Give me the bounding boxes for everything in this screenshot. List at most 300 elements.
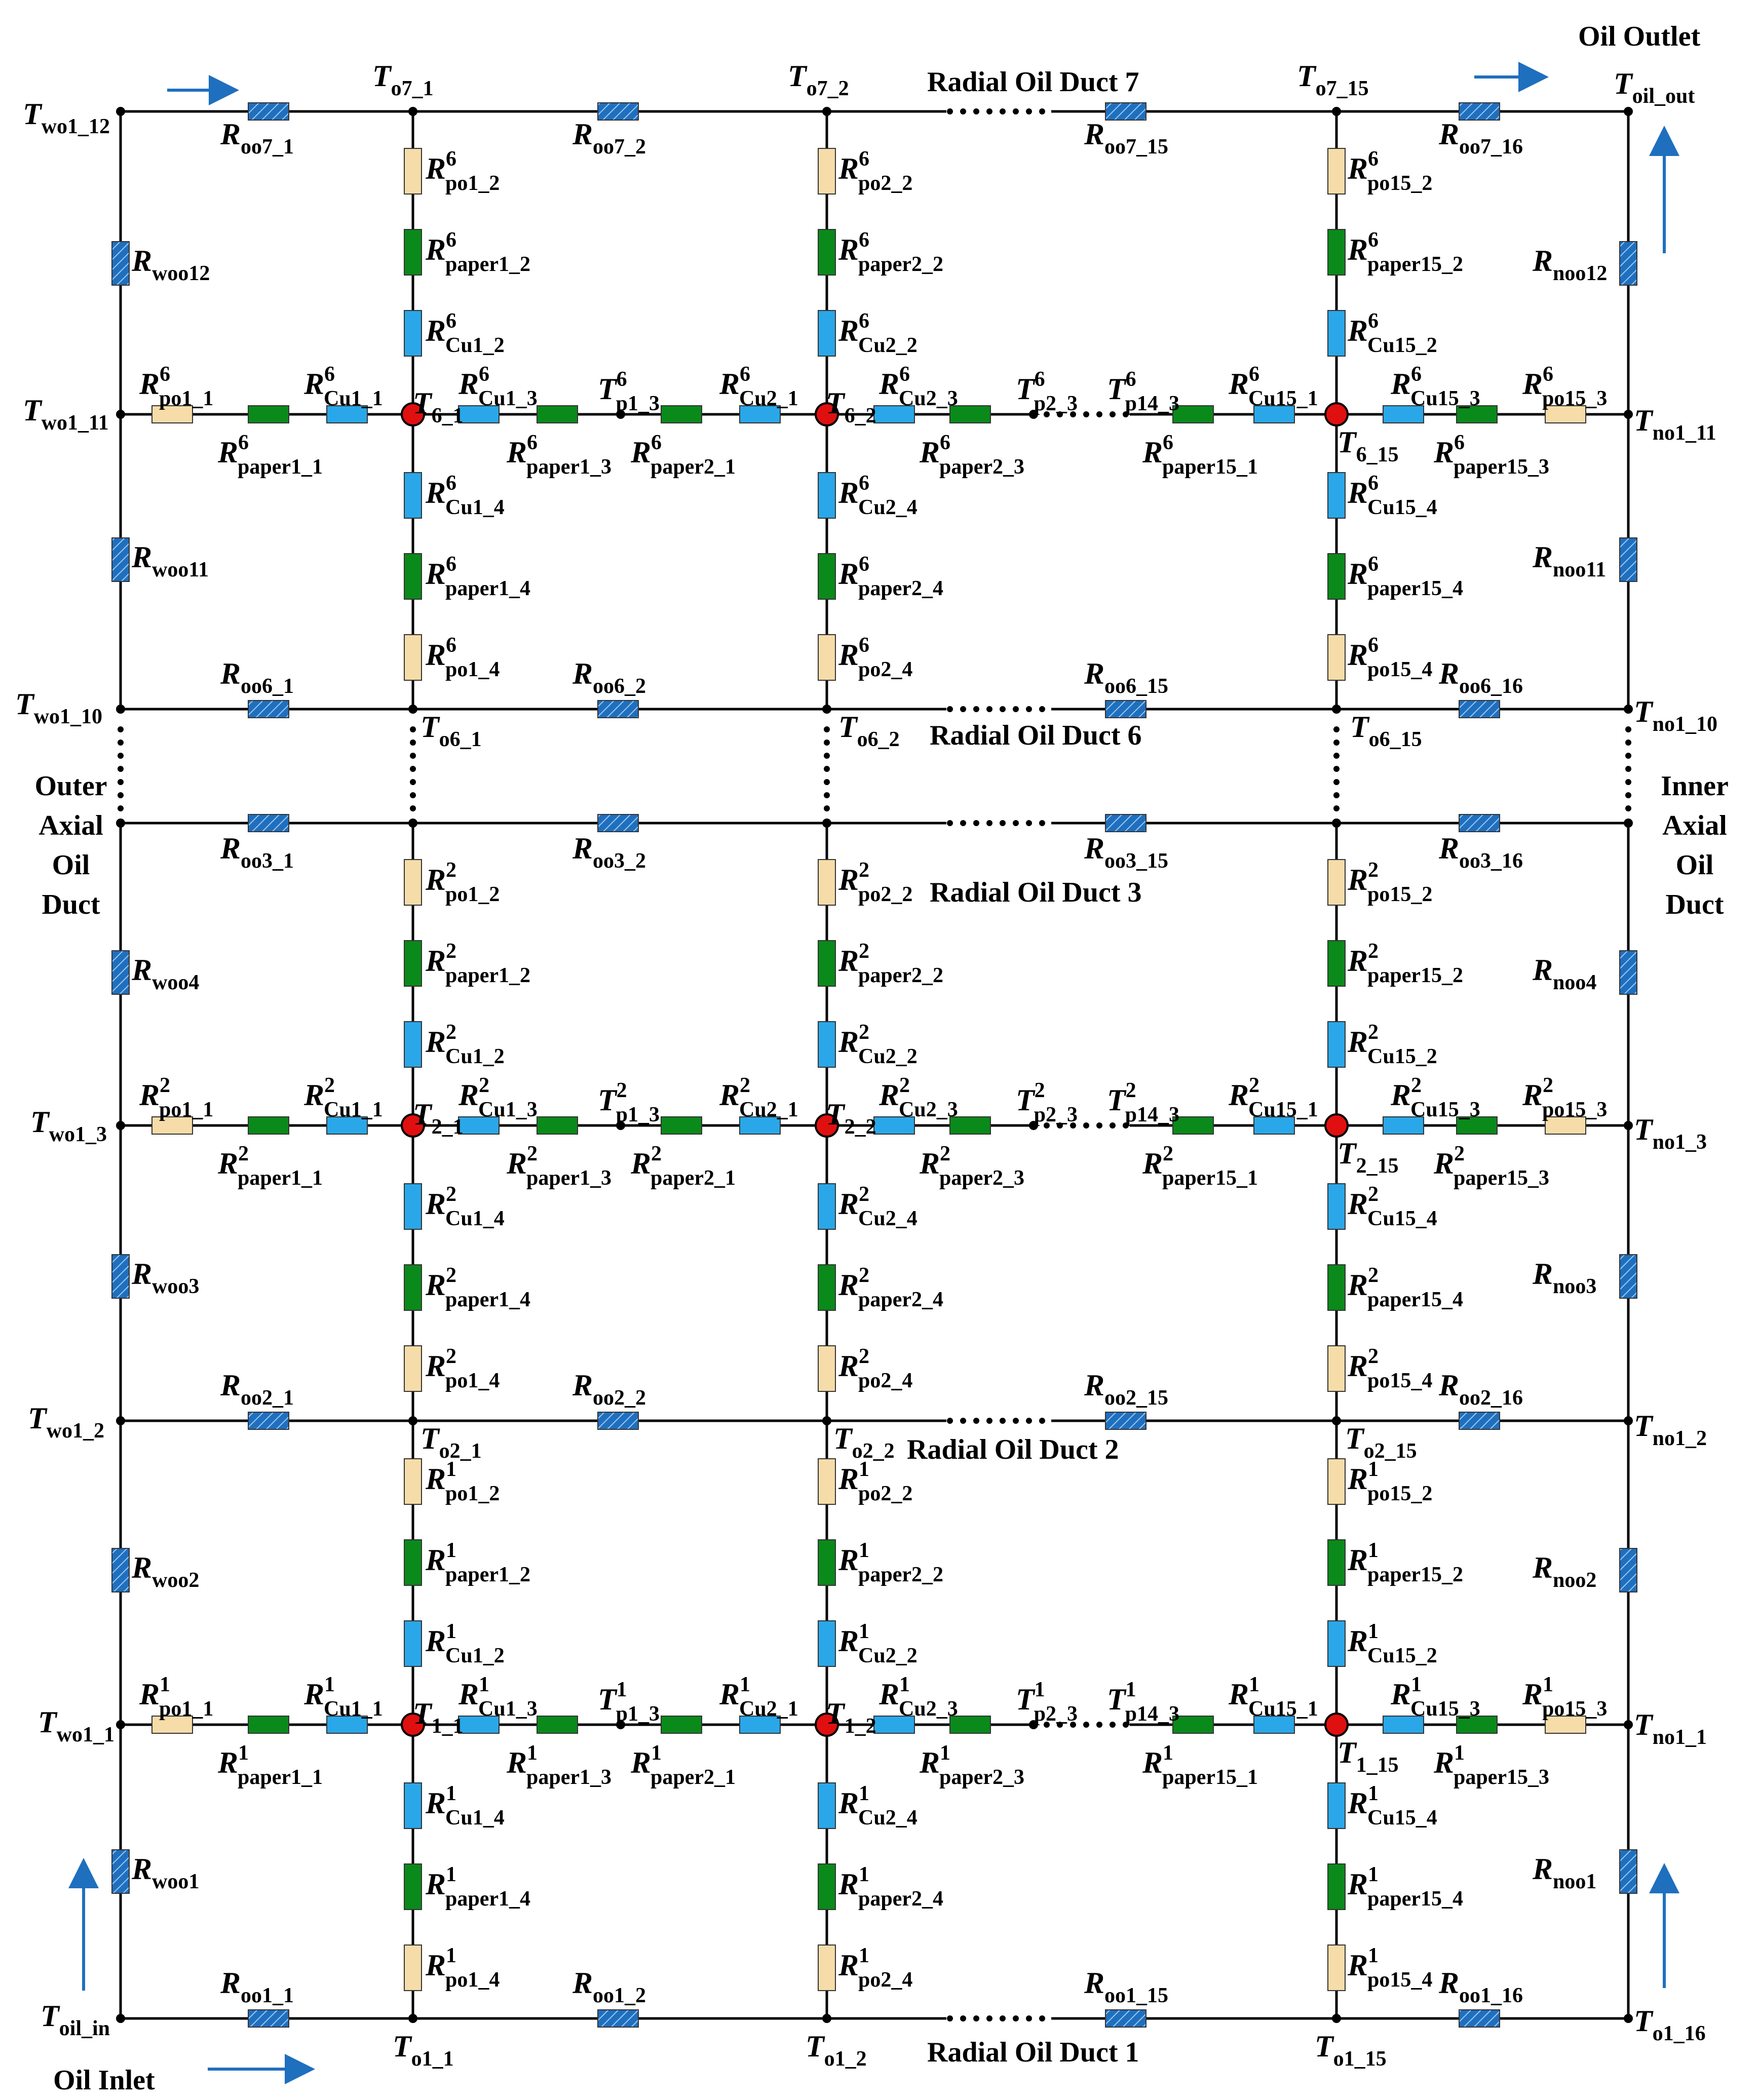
node-label-t1-15: $T_{1\_15}$ bbox=[1337, 1736, 1399, 1777]
resistor-t2-col0-1 bbox=[404, 941, 422, 986]
resistor-t6-col1-1 bbox=[818, 229, 835, 275]
resistor-t1-col1-0 bbox=[818, 1459, 835, 1504]
label-1-paper1_4: $R^1$ paper1_4 bbox=[426, 1863, 531, 1911]
resistor-t2-h4 bbox=[537, 1117, 578, 1134]
inner-axial-duct-label-1: Axial bbox=[1662, 810, 1727, 841]
junction-t2-0 bbox=[116, 1121, 125, 1130]
outer-axial-duct-label-1: Axial bbox=[39, 810, 103, 841]
node-label-t2-15: $T_{2\_15}$ bbox=[1337, 1137, 1399, 1178]
oil-inlet-title: Oil Inlet bbox=[53, 2065, 155, 2096]
resistor-noo3 bbox=[1620, 1255, 1637, 1298]
label-6-Cu2_2: $R^6$ Cu2_2 bbox=[838, 309, 918, 357]
resistor-t2-col1-4 bbox=[818, 1265, 835, 1310]
resistor-t6-col0-3 bbox=[404, 473, 422, 518]
node-label-o1-15: $T_{o1\_15}$ bbox=[1315, 2030, 1387, 2071]
resistor-t2-col0-5 bbox=[404, 1346, 422, 1391]
inner-axial-duct-label-3: Duct bbox=[1665, 889, 1724, 920]
junction-o3-0 bbox=[116, 819, 125, 828]
node-label-wo1-3: $T_{wo1\_3}$ bbox=[30, 1105, 107, 1146]
label-2-po1_2: $R^2$ po1_2 bbox=[426, 859, 500, 906]
label-oo3_2: $R_{oo3\_2}$ bbox=[572, 832, 646, 873]
label-oo7_1: $R_{oo7\_1}$ bbox=[220, 118, 294, 159]
label-1-paper15_2: $R^1$ paper15_2 bbox=[1348, 1539, 1464, 1586]
label-2-Cu1_4: $R^2$ Cu1_4 bbox=[426, 1183, 505, 1230]
resistor-t6-col1-5 bbox=[818, 635, 835, 680]
resistor-oo2_2 bbox=[598, 1412, 638, 1429]
label-oo2_15: $R_{oo2\_15}$ bbox=[1084, 1369, 1169, 1410]
label-6-Cu2_1: $R^6$ Cu2_1 bbox=[719, 363, 798, 410]
label-2-po2_4: $R^2$ po2_4 bbox=[838, 1345, 913, 1392]
label-6-paper15_1: $R^6$ paper15_1 bbox=[1142, 431, 1258, 479]
resistor-oo6_1 bbox=[248, 701, 289, 718]
label-oo2_1: $R_{oo2\_1}$ bbox=[220, 1369, 294, 1410]
resistor-noo4 bbox=[1620, 951, 1637, 994]
label-6-paper2_1: $R^6$ paper2_1 bbox=[631, 431, 736, 479]
node-label-wo1-10: $T_{wo1\_10}$ bbox=[15, 687, 102, 728]
label-1-Cu15_1: $R^1$ Cu15_1 bbox=[1229, 1673, 1318, 1721]
label-6-Cu15_3: $R^6$ Cu15_3 bbox=[1391, 363, 1480, 410]
label-1-Cu15_4: $R^1$ Cu15_4 bbox=[1348, 1782, 1437, 1830]
resistor-noo2 bbox=[1620, 1548, 1637, 1592]
junction-o7-0 bbox=[116, 107, 125, 116]
junction-o6-1 bbox=[408, 705, 417, 714]
resistor-oo7_2 bbox=[598, 103, 638, 120]
junction-o7-4 bbox=[1624, 107, 1633, 116]
label-6-paper1_2: $R^6$ paper1_2 bbox=[426, 228, 531, 276]
label-2-Cu1_2: $R^2$ Cu1_2 bbox=[426, 1021, 505, 1068]
node-label-t6-1: $T_{6\_1}$ bbox=[413, 386, 464, 427]
label-6-Cu15_4: $R^6$ Cu15_4 bbox=[1348, 472, 1437, 519]
label-1-Cu1_3: $R^1$ Cu1_3 bbox=[458, 1673, 538, 1721]
label-6-Cu2_4: $R^6$ Cu2_4 bbox=[838, 472, 918, 519]
resistor-t2-col2-5 bbox=[1328, 1346, 1345, 1391]
node-label-o6-2: $T_{o6\_2}$ bbox=[838, 710, 900, 751]
resistor-oo7_16 bbox=[1459, 103, 1500, 120]
node-label-wo1-12: $T_{wo1\_12}$ bbox=[23, 97, 110, 138]
node-label-o7-2: $T_{o7\_2}$ bbox=[788, 59, 849, 100]
resistor-oo1_16 bbox=[1459, 2010, 1500, 2027]
label-oo3_1: $R_{oo3\_1}$ bbox=[220, 832, 294, 873]
label-2-po1_1: $R^2$ po1_1 bbox=[139, 1074, 214, 1121]
resistor-t2-h5 bbox=[661, 1117, 702, 1134]
resistor-t1-col0-2 bbox=[404, 1621, 422, 1666]
outer-axial-duct-label-2: Oil bbox=[52, 849, 90, 881]
label-6-Cu1_4: $R^6$ Cu1_4 bbox=[426, 472, 505, 519]
label-1-paper2_2: $R^1$ paper2_2 bbox=[838, 1539, 944, 1586]
label-1-paper15_3: $R^1$ paper15_3 bbox=[1434, 1741, 1550, 1789]
resistor-t1-col2-0 bbox=[1328, 1459, 1345, 1504]
label-6-po2_2: $R^6$ po2_2 bbox=[838, 147, 913, 195]
labels bbox=[15, 21, 1729, 2096]
node-label-t1-1: $T_{1\_1}$ bbox=[413, 1697, 464, 1738]
label-6-Cu1_2: $R^6$ Cu1_2 bbox=[426, 309, 505, 357]
label-2-paper15_4: $R^2$ paper15_4 bbox=[1348, 1264, 1464, 1311]
label-oo6_1: $R_{oo6\_1}$ bbox=[220, 657, 294, 698]
label-2-paper2_2: $R^2$ paper2_2 bbox=[838, 940, 944, 987]
junction-o2-1 bbox=[408, 1416, 417, 1425]
hot-node-t6-15 bbox=[1325, 403, 1348, 425]
resistor-t6-col2-5 bbox=[1328, 635, 1345, 680]
junction-o7-3 bbox=[1332, 107, 1341, 116]
junction-t6-0 bbox=[116, 410, 125, 419]
label-oo6_2: $R_{oo6\_2}$ bbox=[572, 657, 646, 698]
label-1-po1_1: $R^1$ po1_1 bbox=[139, 1673, 214, 1721]
resistor-t6-h4 bbox=[537, 406, 578, 423]
resistor-t1-col2-1 bbox=[1328, 1540, 1345, 1585]
label-1-Cu1_4: $R^1$ Cu1_4 bbox=[426, 1782, 505, 1830]
junction-t1-0 bbox=[116, 1720, 125, 1729]
node-label-o2-15: $T_{o2\_15}$ bbox=[1345, 1422, 1417, 1463]
node-label-o2-1: $T_{o2\_1}$ bbox=[421, 1422, 482, 1463]
label-1-Cu2_4: $R^1$ Cu2_4 bbox=[838, 1782, 918, 1830]
label-6-Cu15_2: $R^6$ Cu15_2 bbox=[1348, 309, 1437, 357]
resistor-t6-col2-4 bbox=[1328, 554, 1345, 599]
label-1-po15_3: $R^1$ po15_3 bbox=[1522, 1673, 1608, 1721]
label-noo11: $R_{noo11}$ bbox=[1533, 540, 1607, 581]
node-label-o6-1: $T_{o6\_1}$ bbox=[421, 710, 482, 751]
node-label-o2-2: $T_{o2\_2}$ bbox=[833, 1422, 895, 1463]
label-1-paper2_3: $R^1$ paper2_3 bbox=[920, 1741, 1025, 1789]
node-label-o1-16: $T_{o1\_16}$ bbox=[1634, 2004, 1706, 2045]
node-label-o1-1: $T_{o1\_1}$ bbox=[393, 2030, 454, 2071]
label-1-paper1_1: $R^1$ paper1_1 bbox=[218, 1741, 323, 1789]
resistor-t2-col0-2 bbox=[404, 1022, 422, 1067]
label-2-paper1_1: $R^2$ paper1_1 bbox=[218, 1142, 323, 1190]
label-6-Cu1_1: $R^6$ Cu1_1 bbox=[304, 363, 383, 410]
node-label-oil-in: $T_{oil\_in}$ bbox=[41, 1999, 110, 2040]
label-2-Cu1_3: $R^2$ Cu1_3 bbox=[458, 1074, 538, 1121]
inner-axial-duct-label-2: Oil bbox=[1675, 849, 1714, 881]
resistor-oo1_2 bbox=[598, 2010, 638, 2027]
label-1-paper2_1: $R^1$ paper2_1 bbox=[631, 1741, 736, 1789]
label-oo1_16: $R_{oo1\_16}$ bbox=[1439, 1966, 1523, 2007]
label-6-paper2_2: $R^6$ paper2_2 bbox=[838, 228, 944, 276]
label-woo2: $R_{woo2}$ bbox=[132, 1551, 200, 1592]
radial-duct-1-label: Radial Oil Duct 1 bbox=[927, 2037, 1139, 2068]
resistor-oo3_15 bbox=[1105, 814, 1146, 832]
resistor-t1-col0-3 bbox=[404, 1783, 422, 1829]
node-label-t2-p2-3: $T^2$ p2_3 bbox=[1016, 1079, 1078, 1126]
resistor-t6-col0-2 bbox=[404, 310, 422, 356]
label-noo4: $R_{noo4}$ bbox=[1533, 953, 1597, 994]
label-2-po1_4: $R^2$ po1_4 bbox=[426, 1345, 500, 1392]
label-6-po15_4: $R^6$ po15_4 bbox=[1348, 634, 1433, 681]
resistor-woo3 bbox=[112, 1255, 129, 1298]
label-6-paper15_4: $R^6$ paper15_4 bbox=[1348, 553, 1464, 600]
resistor-oo2_15 bbox=[1105, 1412, 1146, 1429]
resistor-t6-col0-1 bbox=[404, 229, 422, 275]
label-oo1_15: $R_{oo1\_15}$ bbox=[1084, 1966, 1169, 2007]
node-label-no1-3: $T_{no1\_3}$ bbox=[1634, 1113, 1707, 1154]
resistor-t1-col1-4 bbox=[818, 1864, 835, 1910]
label-1-Cu1_1: $R^1$ Cu1_1 bbox=[304, 1673, 383, 1721]
label-6-Cu1_3: $R^6$ Cu1_3 bbox=[458, 363, 538, 410]
junction-o3-4 bbox=[1624, 819, 1633, 828]
junction-o3-3 bbox=[1332, 819, 1341, 828]
junction-o1-1 bbox=[408, 2014, 417, 2023]
label-oo7_15: $R_{oo7\_15}$ bbox=[1084, 118, 1169, 159]
resistor-t6-col0-0 bbox=[404, 148, 422, 194]
node-label-oil-out: $T_{oil\_out}$ bbox=[1614, 67, 1695, 108]
label-oo3_16: $R_{oo3\_16}$ bbox=[1439, 832, 1523, 873]
node-label-t2-2: $T_{2\_2}$ bbox=[826, 1098, 876, 1139]
label-2-Cu15_2: $R^2$ Cu15_2 bbox=[1348, 1021, 1437, 1068]
label-2-Cu2_3: $R^2$ Cu2_3 bbox=[879, 1074, 958, 1121]
label-2-Cu2_2: $R^2$ Cu2_2 bbox=[838, 1021, 918, 1068]
label-noo12: $R_{noo12}$ bbox=[1533, 244, 1608, 285]
label-2-paper15_1: $R^2$ paper15_1 bbox=[1142, 1142, 1258, 1190]
junction-t6-3 bbox=[1624, 410, 1633, 419]
label-6-paper1_1: $R^6$ paper1_1 bbox=[218, 431, 323, 479]
label-6-paper15_3: $R^6$ paper15_3 bbox=[1434, 431, 1550, 479]
label-noo3: $R_{noo3}$ bbox=[1533, 1257, 1597, 1298]
label-6-po1_4: $R^6$ po1_4 bbox=[426, 634, 500, 681]
resistor-t1-col1-2 bbox=[818, 1621, 835, 1666]
resistor-oo1_15 bbox=[1105, 2010, 1146, 2027]
label-1-Cu15_2: $R^1$ Cu15_2 bbox=[1348, 1620, 1437, 1667]
resistor-t2-col2-1 bbox=[1328, 941, 1345, 986]
node-label-no1-11: $T_{no1\_11}$ bbox=[1634, 404, 1716, 445]
node-label-no1-2: $T_{no1\_2}$ bbox=[1634, 1409, 1707, 1450]
resistor-t6-col2-3 bbox=[1328, 473, 1345, 518]
label-2-Cu15_1: $R^2$ Cu15_1 bbox=[1229, 1074, 1318, 1121]
label-2-paper2_4: $R^2$ paper2_4 bbox=[838, 1264, 944, 1311]
resistor-oo6_15 bbox=[1105, 701, 1146, 718]
junction-o2-2 bbox=[822, 1416, 831, 1425]
node-label-t1-2: $T_{1\_2}$ bbox=[826, 1697, 876, 1738]
label-1-Cu2_1: $R^1$ Cu2_1 bbox=[719, 1673, 798, 1721]
junction-o3-2 bbox=[822, 819, 831, 828]
resistor-t6-col0-4 bbox=[404, 554, 422, 599]
resistor-t1-h1 bbox=[248, 1716, 289, 1733]
label-2-paper1_3: $R^2$ paper1_3 bbox=[507, 1142, 612, 1190]
label-oo7_2: $R_{oo7\_2}$ bbox=[572, 118, 646, 159]
label-oo6_16: $R_{oo6\_16}$ bbox=[1439, 657, 1523, 698]
label-1-paper15_1: $R^1$ paper15_1 bbox=[1142, 1741, 1258, 1789]
junction-o6-3 bbox=[1332, 705, 1341, 714]
label-2-paper1_4: $R^2$ paper1_4 bbox=[426, 1264, 531, 1311]
label-2-Cu1_1: $R^2$ Cu1_1 bbox=[304, 1074, 383, 1121]
junction-o6-0 bbox=[116, 705, 125, 714]
label-6-po1_1: $R^6$ po1_1 bbox=[139, 363, 214, 410]
resistor-t1-col2-5 bbox=[1328, 1945, 1345, 1991]
radial-duct-7-label: Radial Oil Duct 7 bbox=[927, 66, 1139, 98]
junction-o2-3 bbox=[1332, 1416, 1341, 1425]
resistor-noo12 bbox=[1620, 242, 1637, 285]
resistor-t6-col1-4 bbox=[818, 554, 835, 599]
junction-o3-1 bbox=[408, 819, 417, 828]
label-woo12: $R_{woo12}$ bbox=[132, 244, 210, 285]
resistor-oo3_1 bbox=[248, 814, 289, 832]
label-oo3_15: $R_{oo3\_15}$ bbox=[1084, 832, 1169, 873]
resistor-t6-h1 bbox=[248, 406, 289, 423]
label-oo6_15: $R_{oo6\_15}$ bbox=[1084, 657, 1169, 698]
label-2-paper1_2: $R^2$ paper1_2 bbox=[426, 940, 531, 987]
node-label-o1-2: $T_{o1\_2}$ bbox=[806, 2030, 867, 2071]
label-6-paper2_3: $R^6$ paper2_3 bbox=[920, 431, 1025, 479]
resistor-t1-h5 bbox=[661, 1716, 702, 1733]
node-label-wo1-1: $T_{wo1\_1}$ bbox=[38, 1705, 114, 1746]
label-1-po2_2: $R^1$ po2_2 bbox=[838, 1458, 913, 1505]
junction-o2-0 bbox=[116, 1416, 125, 1425]
node-label-t1-p14-3: $T^1$ p14_3 bbox=[1107, 1678, 1180, 1726]
resistor-t1-col2-2 bbox=[1328, 1621, 1345, 1666]
junction-o2-4 bbox=[1624, 1416, 1633, 1425]
node-label-t2-1: $T_{2\_1}$ bbox=[413, 1098, 464, 1139]
junction-o6-4 bbox=[1624, 705, 1633, 714]
outer-axial-duct-label-3: Duct bbox=[42, 889, 100, 920]
label-2-paper15_3: $R^2$ paper15_3 bbox=[1434, 1142, 1550, 1190]
radial-duct-3-label: Radial Oil Duct 3 bbox=[930, 877, 1142, 908]
junction-t2-3 bbox=[1624, 1121, 1633, 1130]
resistor-t1-h4 bbox=[537, 1716, 578, 1733]
label-1-Cu2_3: $R^1$ Cu2_3 bbox=[879, 1673, 958, 1721]
label-oo1_2: $R_{oo1\_2}$ bbox=[572, 1966, 646, 2007]
junction-t1-3 bbox=[1624, 1720, 1633, 1729]
hot-node-t2-15 bbox=[1325, 1114, 1348, 1137]
resistor-t1-col0-4 bbox=[404, 1864, 422, 1910]
resistor-t2-col2-0 bbox=[1328, 860, 1345, 905]
label-1-Cu1_2: $R^1$ Cu1_2 bbox=[426, 1620, 505, 1667]
label-noo1: $R_{noo1}$ bbox=[1533, 1852, 1597, 1893]
resistor-noo11 bbox=[1620, 538, 1637, 581]
resistor-t2-col2-2 bbox=[1328, 1022, 1345, 1067]
resistor-oo3_16 bbox=[1459, 814, 1500, 832]
label-2-paper2_1: $R^2$ paper2_1 bbox=[631, 1142, 736, 1190]
label-1-Cu2_2: $R^1$ Cu2_2 bbox=[838, 1620, 918, 1667]
resistor-t6-col2-1 bbox=[1328, 229, 1345, 275]
node-label-o6-15: $T_{o6\_15}$ bbox=[1350, 710, 1422, 751]
node-label-wo1-2: $T_{wo1\_2}$ bbox=[28, 1402, 104, 1443]
hot-node-t1-15 bbox=[1325, 1714, 1348, 1736]
label-1-po1_2: $R^1$ po1_2 bbox=[426, 1458, 500, 1505]
label-2-paper2_3: $R^2$ paper2_3 bbox=[920, 1142, 1025, 1190]
label-woo11: $R_{woo11}$ bbox=[132, 540, 209, 581]
label-1-paper2_4: $R^1$ paper2_4 bbox=[838, 1863, 944, 1911]
resistor-woo1 bbox=[112, 1850, 129, 1893]
label-1-po2_4: $R^1$ po2_4 bbox=[838, 1944, 913, 1992]
resistor-t2-col1-0 bbox=[818, 860, 835, 905]
node-label-t2-p14-3: $T^2$ p14_3 bbox=[1107, 1079, 1180, 1126]
resistor-oo7_1 bbox=[248, 103, 289, 120]
label-1-Cu15_3: $R^1$ Cu15_3 bbox=[1391, 1673, 1480, 1721]
label-oo1_1: $R_{oo1\_1}$ bbox=[220, 1966, 294, 2007]
junction-o1-0 bbox=[116, 2014, 125, 2023]
junction-o1-2 bbox=[822, 2014, 831, 2023]
inner-axial-duct-label-0: Inner bbox=[1661, 770, 1729, 802]
node-label-o7-15: $T_{o7\_15}$ bbox=[1297, 59, 1369, 100]
resistor-t2-col0-3 bbox=[404, 1184, 422, 1229]
label-2-Cu15_4: $R^2$ Cu15_4 bbox=[1348, 1183, 1437, 1230]
resistor-t2-col1-1 bbox=[818, 941, 835, 986]
resistor-t1-col2-4 bbox=[1328, 1864, 1345, 1910]
resistor-t6-col1-3 bbox=[818, 473, 835, 518]
label-2-Cu2_1: $R^2$ Cu2_1 bbox=[719, 1074, 798, 1121]
label-1-po15_4: $R^1$ po15_4 bbox=[1348, 1944, 1433, 1992]
resistor-t1-col2-3 bbox=[1328, 1783, 1345, 1829]
label-1-paper1_3: $R^1$ paper1_3 bbox=[507, 1741, 612, 1789]
resistor-woo4 bbox=[112, 951, 129, 994]
resistor-t1-col1-1 bbox=[818, 1540, 835, 1585]
resistor-t6-col2-2 bbox=[1328, 310, 1345, 356]
radial-duct-6-label: Radial Oil Duct 6 bbox=[930, 720, 1142, 751]
resistor-oo2_1 bbox=[248, 1412, 289, 1429]
node-label-t2-p1-3: $T^2$ p1_3 bbox=[598, 1079, 660, 1126]
node-label-t1-p2-3: $T^1$ p2_3 bbox=[1016, 1678, 1078, 1726]
radial-duct-2-label: Radial Oil Duct 2 bbox=[907, 1434, 1119, 1465]
resistor-t6-h5 bbox=[661, 406, 702, 423]
outer-axial-duct-label-0: Outer bbox=[34, 770, 107, 802]
resistor-oo2_16 bbox=[1459, 1412, 1500, 1429]
resistor-oo1_1 bbox=[248, 2010, 289, 2027]
junction-o6-2 bbox=[822, 705, 831, 714]
resistor-t1-col1-3 bbox=[818, 1783, 835, 1829]
label-woo4: $R_{woo4}$ bbox=[132, 953, 200, 994]
label-2-po2_2: $R^2$ po2_2 bbox=[838, 859, 913, 906]
label-6-po15_2: $R^6$ po15_2 bbox=[1348, 147, 1433, 195]
resistor-t1-col0-0 bbox=[404, 1459, 422, 1504]
junction-o7-1 bbox=[408, 107, 417, 116]
label-1-paper15_4: $R^1$ paper15_4 bbox=[1348, 1863, 1464, 1911]
resistor-woo12 bbox=[112, 242, 129, 285]
label-oo2_16: $R_{oo2\_16}$ bbox=[1439, 1369, 1523, 1410]
node-label-t1-p1-3: $T^1$ p1_3 bbox=[598, 1678, 660, 1726]
resistor-oo3_2 bbox=[598, 814, 638, 832]
label-1-po1_4: $R^1$ po1_4 bbox=[426, 1944, 500, 1992]
node-label-t6-p1-3: $T^6$ p1_3 bbox=[598, 368, 660, 415]
label-2-paper15_2: $R^2$ paper15_2 bbox=[1348, 940, 1464, 987]
label-6-Cu15_1: $R^6$ Cu15_1 bbox=[1229, 363, 1318, 410]
resistor-woo11 bbox=[112, 538, 129, 581]
label-6-paper1_3: $R^6$ paper1_3 bbox=[507, 431, 612, 479]
resistor-t1-col0-5 bbox=[404, 1945, 422, 1991]
node-label-t6-2: $T_{6\_2}$ bbox=[826, 386, 876, 427]
resistor-oo6_16 bbox=[1459, 701, 1500, 718]
resistor-t2-col0-0 bbox=[404, 860, 422, 905]
label-6-Cu2_3: $R^6$ Cu2_3 bbox=[879, 363, 958, 410]
node-label-no1-1: $T_{no1\_1}$ bbox=[1634, 1708, 1707, 1749]
label-6-paper2_4: $R^6$ paper2_4 bbox=[838, 553, 944, 600]
label-woo1: $R_{woo1}$ bbox=[132, 1852, 200, 1893]
node-label-t6-p14-3: $T^6$ p14_3 bbox=[1107, 368, 1180, 415]
resistor-woo2 bbox=[112, 1548, 129, 1592]
label-oo2_2: $R_{oo2\_2}$ bbox=[572, 1369, 646, 1410]
resistor-t2-col0-4 bbox=[404, 1265, 422, 1310]
label-6-po15_3: $R^6$ po15_3 bbox=[1522, 363, 1608, 410]
resistor-t2-h1 bbox=[248, 1117, 289, 1134]
resistor-t2-col1-3 bbox=[818, 1184, 835, 1229]
label-6-po1_2: $R^6$ po1_2 bbox=[426, 147, 500, 195]
label-woo3: $R_{woo3}$ bbox=[132, 1257, 200, 1298]
label-6-paper1_4: $R^6$ paper1_4 bbox=[426, 553, 531, 600]
label-oo7_16: $R_{oo7\_16}$ bbox=[1439, 118, 1523, 159]
label-1-paper1_2: $R^1$ paper1_2 bbox=[426, 1539, 531, 1586]
label-noo2: $R_{noo2}$ bbox=[1533, 1551, 1597, 1592]
label-2-Cu15_3: $R^2$ Cu15_3 bbox=[1391, 1074, 1480, 1121]
resistor-t6-col1-2 bbox=[818, 310, 835, 356]
resistor-t1-col1-5 bbox=[818, 1945, 835, 1991]
node-label-no1-10: $T_{no1\_10}$ bbox=[1634, 695, 1718, 736]
node-label-t6-15: $T_{6\_15}$ bbox=[1337, 425, 1399, 466]
label-2-po15_4: $R^2$ po15_4 bbox=[1348, 1345, 1433, 1392]
label-6-po2_4: $R^6$ po2_4 bbox=[838, 634, 913, 681]
resistor-noo1 bbox=[1620, 1850, 1637, 1893]
junction-o7-2 bbox=[822, 107, 831, 116]
resistor-t2-col2-3 bbox=[1328, 1184, 1345, 1229]
resistor-oo6_2 bbox=[598, 701, 638, 718]
node-label-wo1-11: $T_{wo1\_11}$ bbox=[23, 394, 109, 435]
resistor-oo7_15 bbox=[1105, 103, 1146, 120]
